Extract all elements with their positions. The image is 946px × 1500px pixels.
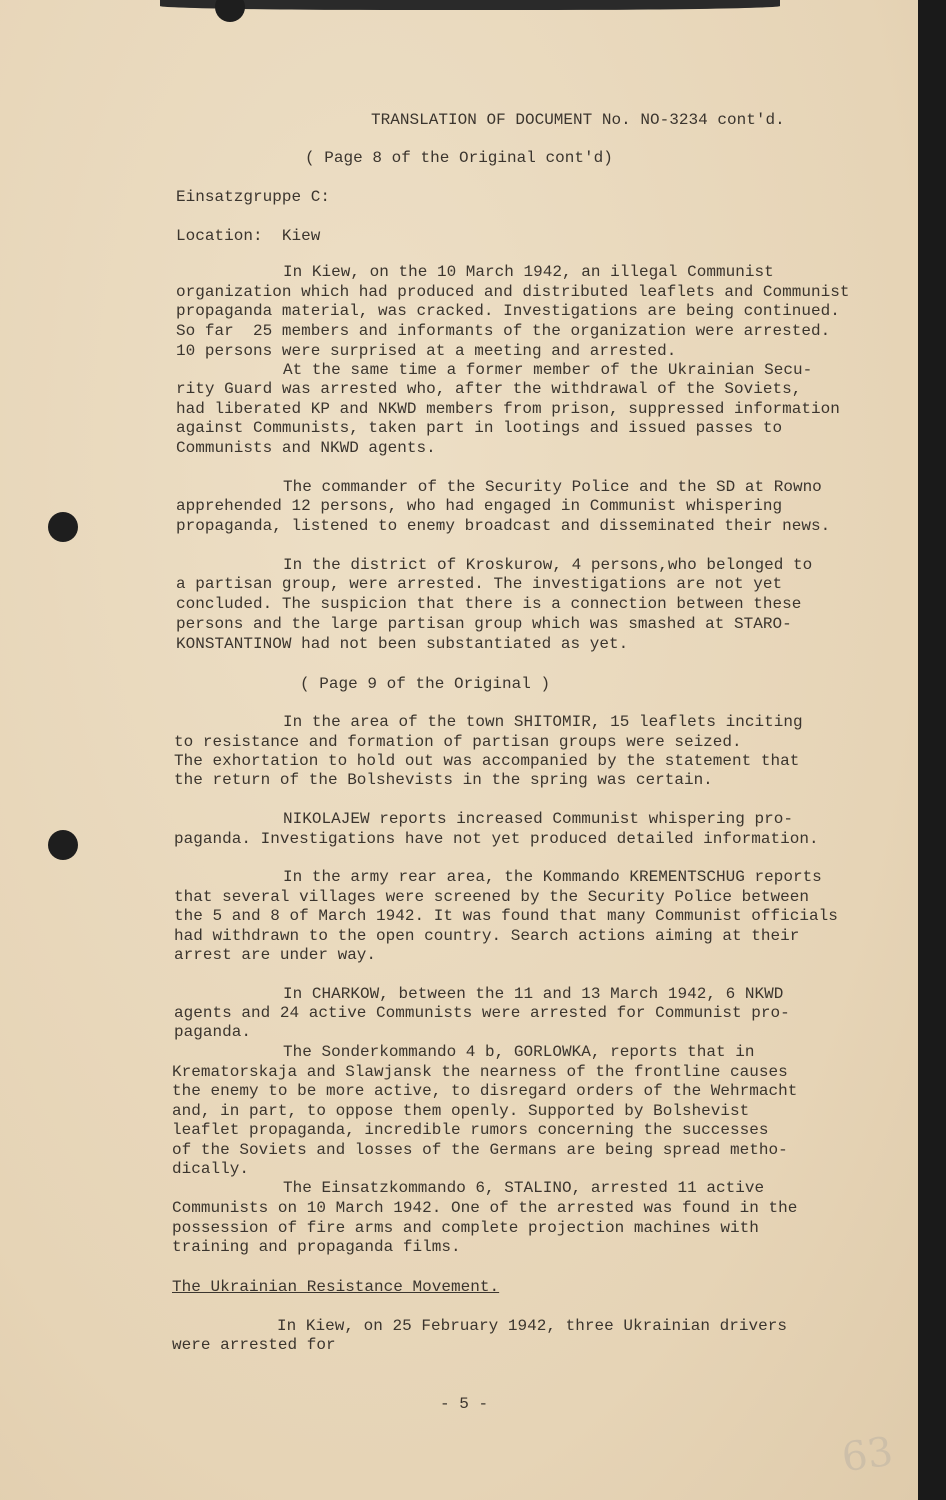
paragraph-line: propaganda material, was cracked. Investigations are being continued. <box>176 302 840 320</box>
page-note: ( Page 8 of the Original cont'd) <box>305 149 613 167</box>
paragraph-line: The exhortation to hold out was accompanied by the statement that <box>174 752 800 770</box>
torn-top-edge <box>160 0 780 10</box>
paragraph-line: arrest are under way. <box>174 946 377 964</box>
paragraph-line: the return of the Bolshevists in the spring was certain. <box>174 771 713 789</box>
paragraph-line: and, in part, to oppose them openly. Supported by Bolshevist <box>172 1102 750 1120</box>
paragraph-line: 10 persons were surprised at a meeting and arrested. <box>176 342 677 360</box>
punch-hole <box>48 512 78 542</box>
paragraph-line: rity Guard was arrested who, after the withdrawal of the Soviets, <box>176 380 802 398</box>
page-note: ( Page 9 of the Original ) <box>300 675 551 693</box>
paragraph-line: organization which had produced and distributed leaflets and Communist <box>176 283 850 301</box>
paragraph-line: apprehended 12 persons, who had engaged in Communist whispering <box>176 497 783 515</box>
paragraph-line: In Kiew, on the 10 March 1942, an illegal Communist <box>283 263 774 281</box>
paragraph-line: agents and 24 active Communists were arrested for Communist pro- <box>174 1004 790 1022</box>
paragraph-line: were arrested for <box>172 1336 336 1354</box>
paragraph-line: to resistance and formation of partisan groups were seized. <box>174 733 742 751</box>
punch-hole <box>48 830 78 860</box>
paragraph-line: In the army rear area, the Kommando KREMENTSCHUG reports <box>283 868 822 886</box>
paragraph-line: NIKOLAJEW reports increased Communist whispering pro- <box>283 810 793 828</box>
paragraph-line: KONSTANTINOW had not been substantiated as yet. <box>176 635 629 653</box>
document-title: TRANSLATION OF DOCUMENT No. NO-3234 cont'd. <box>371 111 785 129</box>
paragraph-line: Communists on 10 March 1942. One of the arrested was found in the <box>172 1199 798 1217</box>
punch-hole <box>215 0 245 22</box>
paragraph-line: In the area of the town SHITOMIR, 15 leaflets inciting <box>283 713 803 731</box>
paragraph-line: training and propaganda films. <box>172 1238 461 1256</box>
paragraph-line: In CHARKOW, between the 11 and 13 March 1942, 6 NKWD <box>283 985 784 1003</box>
paragraph-line: The Einsatzkommando 6, STALINO, arrested 11 active <box>283 1179 765 1197</box>
paragraph-line: had liberated KP and NKWD members from prison, suppressed information <box>176 400 840 418</box>
paragraph-line: concluded. The suspicion that there is a connection between these <box>176 595 802 613</box>
paragraph-line: of the Soviets and losses of the Germans are being spread metho- <box>172 1141 788 1159</box>
paragraph-line: Krematorskaja and Slawjansk the nearness of the frontline causes <box>172 1063 788 1081</box>
location-line: Location: Kiew <box>176 227 321 245</box>
paragraph-line: At the same time a former member of the Ukrainian Secu- <box>283 361 813 379</box>
handwritten-page-number: 63 <box>839 1428 896 1482</box>
paragraph-line: paganda. <box>174 1023 251 1041</box>
paragraph-line: The commander of the Security Police and the SD at Rowno <box>283 478 822 496</box>
paragraph-line: possession of fire arms and complete projection machines with <box>172 1219 759 1237</box>
paragraph-line: that several villages were screened by the Security Police between <box>174 888 810 906</box>
paragraph-line: So far 25 members and informants of the organization were arrested. <box>176 322 831 340</box>
paragraph-line: the enemy to be more active, to disregard orders of the Wehrmacht <box>172 1082 798 1100</box>
page-footer: - 5 - <box>440 1395 489 1413</box>
paragraph-line: In the district of Kroskurow, 4 persons,who belonged to <box>283 556 813 574</box>
paragraph-line: dically. <box>172 1160 249 1178</box>
paragraph-line: leaflet propaganda, incredible rumors concerning the successes <box>172 1121 769 1139</box>
section-heading: The Ukrainian Resistance Movement. <box>172 1278 500 1296</box>
paragraph-line: a partisan group, were arrested. The investigations are not yet <box>176 575 783 593</box>
paragraph-line: had withdrawn to the open country. Search actions aiming at their <box>174 927 800 945</box>
paragraph-line: persons and the large partisan group which was smashed at STARO- <box>176 615 792 633</box>
paragraph-line: propaganda, listened to enemy broadcast and disseminated their news. <box>176 517 831 535</box>
group-heading: Einsatzgruppe C: <box>176 188 330 206</box>
paragraph-line: In Kiew, on 25 February 1942, three Ukrainian drivers <box>277 1317 787 1335</box>
paragraph-line: Communists and NKWD agents. <box>176 439 436 457</box>
paragraph-line: against Communists, taken part in lootings and issued passes to <box>176 419 783 437</box>
paragraph-line: The Sonderkommando 4 b, GORLOWKA, reports that in <box>283 1043 755 1061</box>
paragraph-line: paganda. Investigations have not yet produced detailed information. <box>174 830 819 848</box>
paragraph-line: the 5 and 8 of March 1942. It was found that many Communist officials <box>174 907 838 925</box>
